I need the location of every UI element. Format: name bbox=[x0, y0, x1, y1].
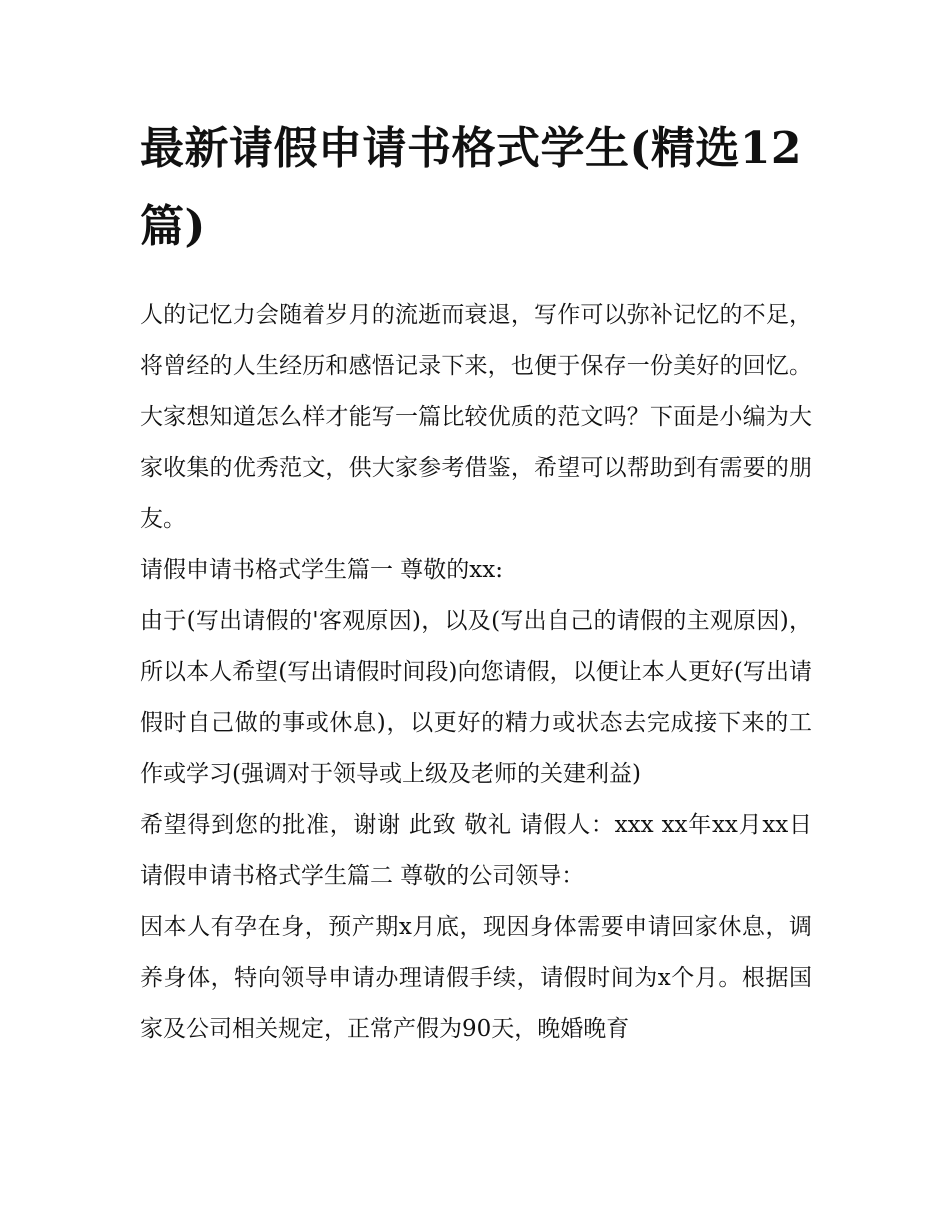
intro-paragraph: 人的记忆力会随着岁月的流逝而衰退，写作可以弥补记忆的不足，将曾经的人生经历和感悟记录下来，也便于保存一份美好的回忆。大家想知道怎么样才能写一篇比较优质的范文吗？下面是小编为大家收集的优秀范文，供大家参考借鉴，希望可以帮助到有需要的朋友。 bbox=[140, 302, 812, 532]
section-one-heading: 请假申请书格式学生篇一 尊敬的xx: bbox=[140, 557, 504, 583]
document-title: 最新请假申请书格式学生(精选12篇) bbox=[140, 123, 803, 252]
section-one-closing: 希望得到您的批准，谢谢 此致 敬礼 请假人：xxx xx年xx月xx日 请假申请书格式学生篇二 尊敬的公司领导： bbox=[140, 812, 812, 889]
section-one-body: 由于(写出请假的'客观原因)，以及(写出自己的请假的主观原因)，所以本人希望(写出请假时间段)向您请假，以便让本人更好(写出请假时自己做的事或休息)，以更好的精力或状态去完成接下来的工作或学习(强调对于领导或上级及老师的关建利益) bbox=[140, 608, 812, 787]
section-two-body: 因本人有孕在身，预产期x月底，现因身体需要申请回家休息，调养身体，特向领导申请办理请假手续，请假时间为x个月。根据国家及公司相关规定，正常产假为90天，晚婚晚育 bbox=[140, 914, 812, 1042]
document-page bbox=[140, 110, 812, 1055]
